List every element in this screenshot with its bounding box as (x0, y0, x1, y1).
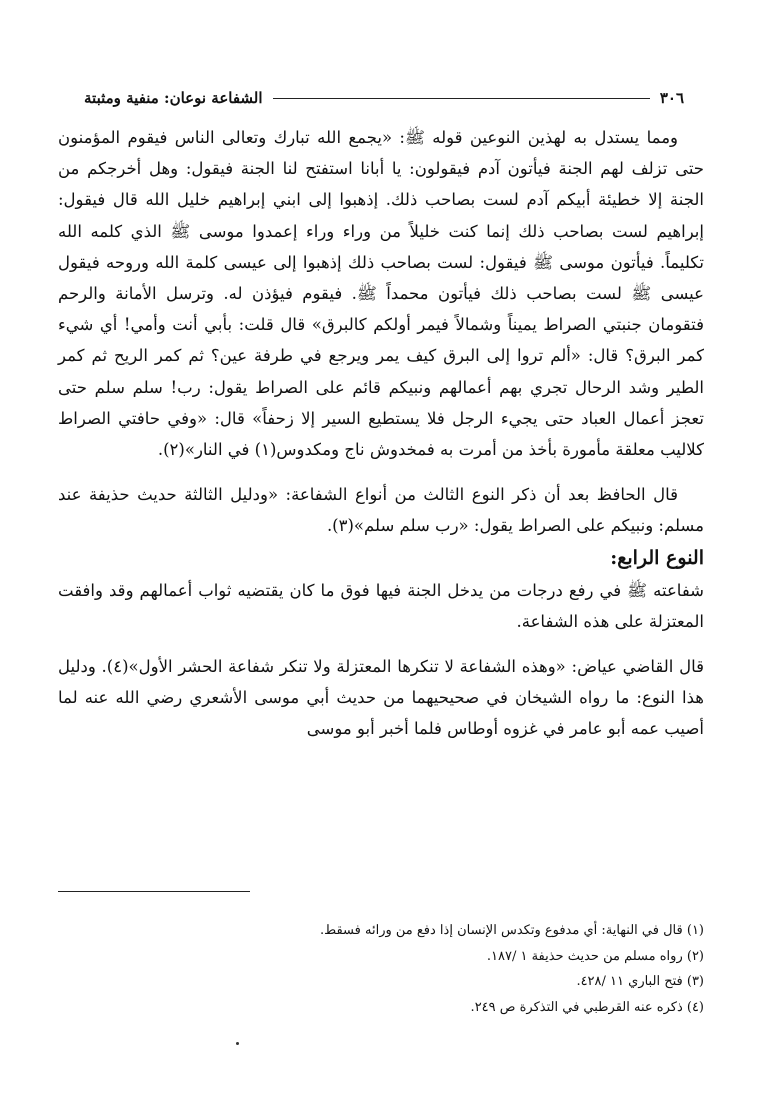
section-heading: النوع الرابع: (610, 546, 704, 569)
page-number: ٣٠٦ (659, 89, 684, 107)
qadi-iyad-paragraph: قال القاضي عياض: «وهذه الشفاعة لا تنكرها المعتزلة ولا تنكر شفاعة الحشر الأول»(٤). ودليل هذا النوع: ما رواه الشيخان في صحيحيهما من حديث أبي موسى الأشعري رضي الله عنه لما أصيب عمه أبو عامر في غزوه أوطاس فلما أخبر أبو موسى (58, 657, 704, 739)
footnote-divider (58, 891, 250, 892)
paragraph-gap (58, 465, 704, 479)
print-mark (236, 1042, 239, 1045)
page-header (84, 86, 684, 110)
header-rule (273, 98, 650, 99)
hadith-paragraph: ومما يستدل به لهذين النوعين قوله ﷺ: «يجمع الله تبارك وتعالى الناس فيقوم المؤمنون حتى تزلف لهم الجنة فيأتون آدم فيقولون: يا أبانا استفتح لنا الجنة فيقول: وهل أخرجكم من الجنة إلا خطيئة أبيكم آدم لست بصاحب ذلك. إذهبوا إلى ابني إبراهيم خليل الله قال فيقول: إبراهيم لست بصاحب ذلك إنما كنت خليلاً من وراء وراء إعمدوا موسى ﷺ الذي كلمه الله تكليماً. فيأتون موسى ﷺ فيقول: لست بصاحب ذلك إذهبوا إلى عيسى كلمة الله وروحه فيقول عيسى ﷺ لست بصاحب ذلك فيأتون محمداً ﷺ. فيقوم فيؤذن له. وترسل الأمانة والرحم فتقومان جنبتي الصراط يميناً وشمالاً فيمر أولكم كالبرق» قال قلت: بأبي أنت وأمي! أي شيء كمر البرق؟ قال: «ألم تروا إلى البرق كيف يمر ويرجع في طرفة عين؟ ثم كمر الريح ثم كمر الطير وشد الرحال تجري بهم أعمالهم ونبيكم قائم على الصراط يقول: رب! سلم سلم حتى تعجز أعمال العباد حتى يجيء الرجل فلا يستطيع السير إلا زحفاً» قال: «وفي حافتي الصراط كلاليب معلقة مأمورة بأخذ من أمرت به فمخدوش ناج ومكدوس(١) في النار»(٢). (58, 128, 704, 460)
footnote-1: (١) قال في النهاية: أي مدفوع وتكدس الإنسان إذا دفع من ورائه فسقط. (320, 923, 704, 938)
hafiz-quote-paragraph: قال الحافظ بعد أن ذكر النوع الثالث من أنواع الشفاعة: «ودليل الثالثة حديث حذيفة عند مسلم: ونبيكم على الصراط يقول: «رب سلم سلم»(٣). (58, 485, 704, 536)
paragraph-gap (58, 637, 704, 651)
main-text (58, 122, 704, 745)
footnote-3: (٣) فتح الباري ١١ /٤٢٨. (576, 974, 704, 989)
running-title: الشفاعة نوعان: منفية ومثبتة (84, 89, 263, 107)
footnotes (58, 918, 704, 1020)
footnote-2: (٢) رواه مسلم من حديث حذيفة ١ /١٨٧. (486, 948, 704, 964)
fourth-type-paragraph: شفاعته ﷺ في رفع درجات من يدخل الجنة فيها فوق ما كان يقتضيه ثواب أعمالهم وقد وافقت المعتزلة على هذه الشفاعة. (58, 580, 704, 631)
footnote-4: (٤) ذكره عنه القرطبي في التذكرة ص ٢٤٩. (470, 999, 704, 1015)
